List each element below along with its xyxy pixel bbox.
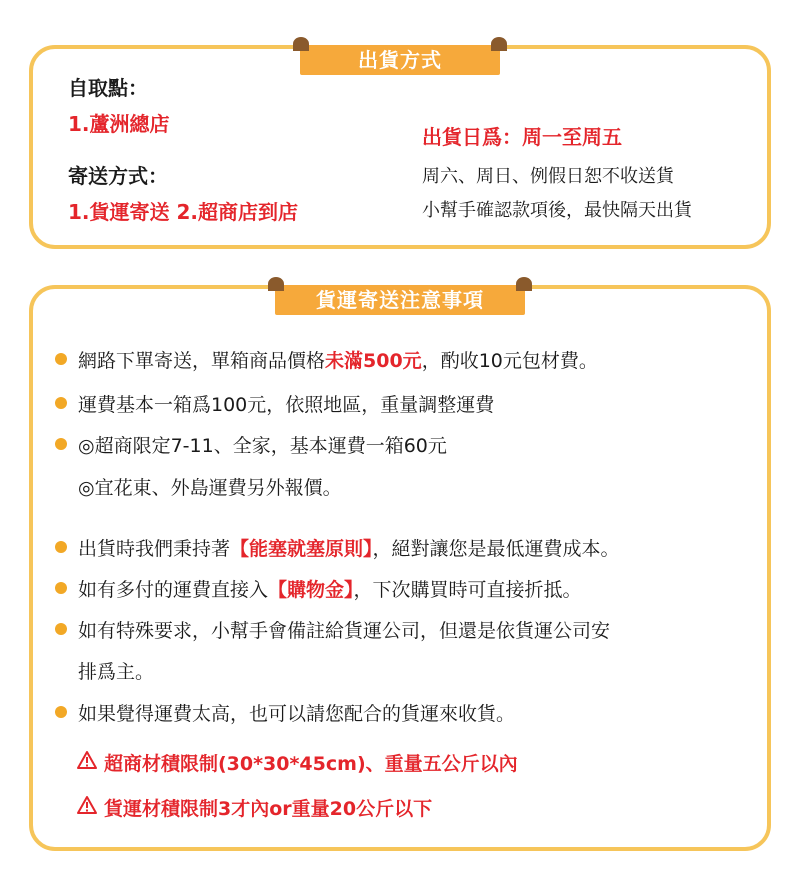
note-item-1-text: 網路下單寄送，單箱商品價格 bbox=[78, 350, 326, 372]
warning-text-2: 貨運材積限制3才內or重量20公斤以下 bbox=[104, 798, 433, 820]
shipping-method-tab bbox=[300, 45, 500, 75]
note-item-1-highlight: 未滿500元 bbox=[325, 350, 422, 372]
note-item-1-text-end: ，酌收10元包材費。 bbox=[421, 350, 598, 372]
warning-icon bbox=[76, 750, 98, 770]
payment-note: 小幫手確認款項後，最快隔天出貨 bbox=[422, 200, 692, 221]
note-item-6-line-1: 如有特殊要求，小幫手會備註給貨運公司，但還是依貨運公司安 bbox=[78, 620, 611, 642]
note-item-3-line-1: ◎超商限定7-11、全家，基本運費一箱60元 bbox=[78, 435, 447, 457]
bullet-icon bbox=[55, 582, 67, 594]
weekend-note: 周六、周日、例假日恕不收送貨 bbox=[422, 166, 674, 187]
ship-days: 出貨日爲：周一至周五 bbox=[422, 125, 622, 149]
note-item-4-text-end: ，絕對讓您是最低運費成本。 bbox=[372, 538, 620, 560]
note-item-1 bbox=[78, 346, 598, 373]
delivery-value: 1.貨運寄送 2.超商店到店 bbox=[68, 200, 298, 224]
note-item-4-highlight: 【能塞就塞原則】 bbox=[230, 538, 373, 560]
shipping-notes-tab bbox=[275, 285, 525, 315]
bullet-icon bbox=[55, 623, 67, 635]
note-item-5 bbox=[78, 575, 582, 602]
bullet-icon bbox=[55, 706, 67, 718]
note-item-3-line-2: ◎宜花東、外島運費另外報價。 bbox=[78, 477, 342, 499]
note-item-5-text: 如有多付的運費直接入 bbox=[78, 579, 269, 601]
shipping-method-title: 出貨方式 bbox=[358, 48, 442, 72]
bullet-icon bbox=[55, 397, 67, 409]
pickup-label: 自取點： bbox=[68, 76, 148, 100]
bullet-icon bbox=[55, 541, 67, 553]
delivery-label: 寄送方式： bbox=[68, 164, 168, 188]
bullet-icon bbox=[55, 353, 67, 365]
pickup-value: 1.蘆洲總店 bbox=[68, 112, 170, 136]
note-item-2: 運費基本一箱爲100元，依照地區，重量調整運費 bbox=[78, 394, 495, 416]
note-item-4 bbox=[78, 534, 620, 561]
note-item-7: 如果覺得運費太高，也可以請您配合的貨運來收貨。 bbox=[78, 703, 516, 725]
bullet-icon bbox=[55, 438, 67, 450]
warning-text-1: 超商材積限制(30*30*45cm)、重量五公斤以內 bbox=[104, 753, 518, 775]
note-item-5-highlight: 【購物金】 bbox=[268, 579, 354, 601]
note-item-5-text-end: ，下次購買時可直接折抵。 bbox=[353, 579, 582, 601]
shipping-notes-title: 貨運寄送注意事項 bbox=[316, 288, 484, 312]
note-item-4-text: 出貨時我們秉持著 bbox=[78, 538, 231, 560]
warning-icon bbox=[76, 795, 98, 815]
note-item-6-line-2: 排爲主。 bbox=[78, 661, 155, 683]
